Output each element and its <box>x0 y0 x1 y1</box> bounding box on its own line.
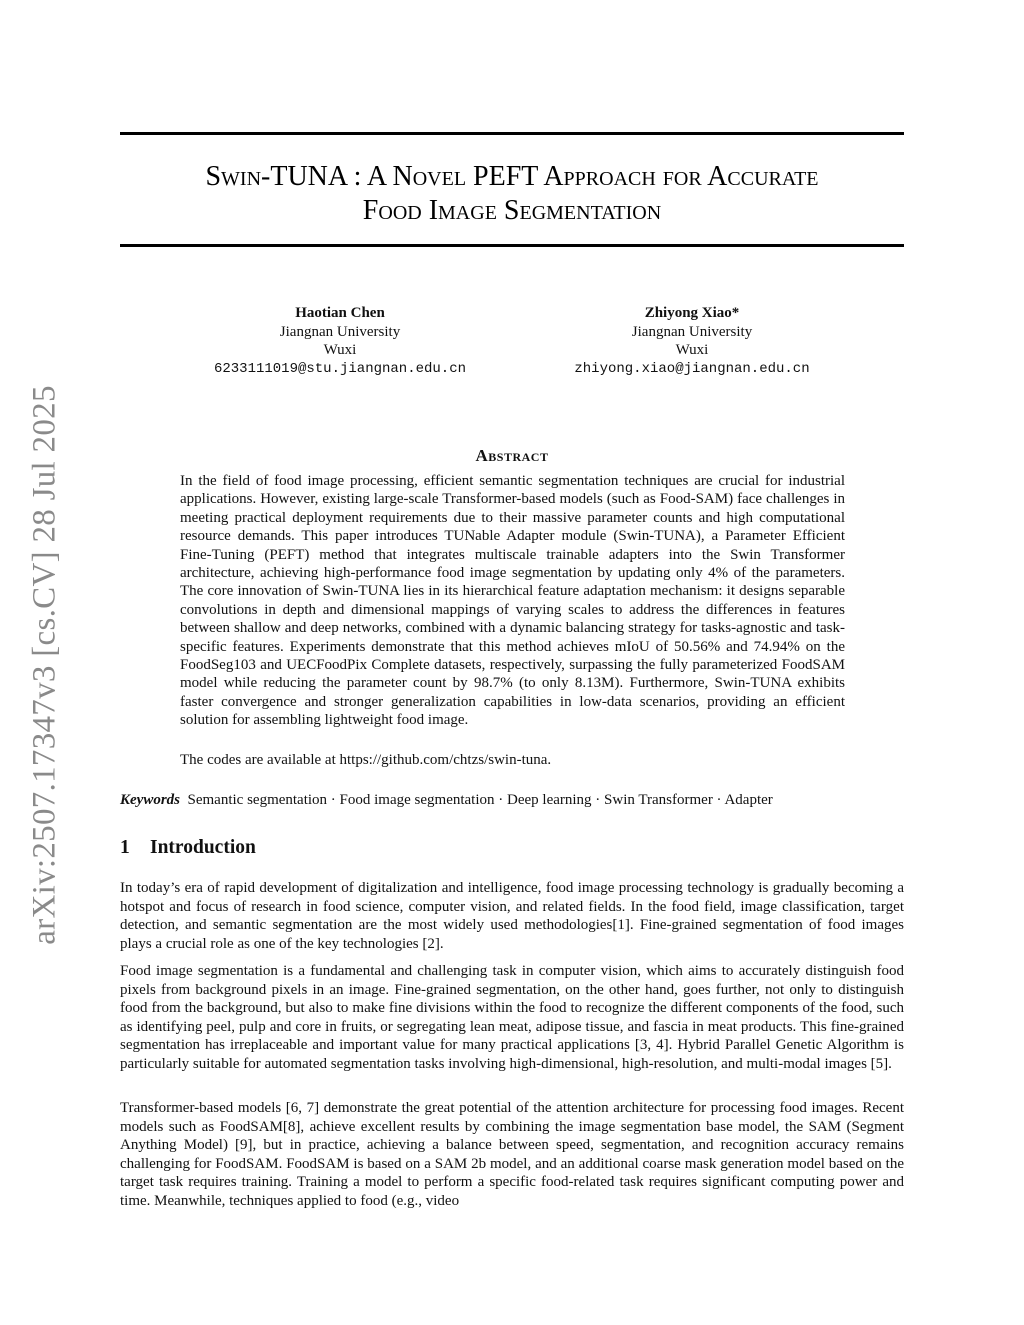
author-city: Wuxi <box>675 342 709 358</box>
title-bottom-rule <box>120 244 904 247</box>
abstract-text: In the field of food image processing, efficient semantic segmentation techniques are crucial for industrial applications. However, existing large-scale Transformer-based models (such as Food-SAM) face challenges in meeting practical deployment requirements due to their massive parameter counts and high computational resource demands. This paper introduces TUNable Adapter module (Swin-TUNA), a Parameter Efficient Fine-Tuning (PEFT) method that integrates multiscale trainable adapters into the Swin Transformer architecture, achieving high-performance food image segmentation by updating only 4% of the parameters. The core innovation of Swin-TUNA lies in its hierarchical feature adaptation mechanism: it designs separable convolutions in depth and dimensional mappings of varying scales to address the differences in features between shallow and deep networks, combined with a dynamic balancing strategy for tasks-agnostic and task-specific features. Experiments demonstrate that this method achieves mIoU of 50.56% and 74.94% on the FoodSeg103 and UECFoodPix Complete datasets, respectively, surpassing the fully parameterized FoodSAM model while reducing the parameter count by 98.7% (to only 8.13M). Furthermore, Swin-TUNA exhibits faster convergence and stronger generalization capabilities in low-data scenarios, providing an efficient solution for assembling lightweight food image. <box>180 473 845 729</box>
keywords-text: Semantic segmentation · Food image segmentation · Deep learning · Swin Transformer · Adapter <box>187 792 773 808</box>
author-block-1 <box>160 304 520 378</box>
body-paragraph: Food image segmentation is a fundamental and challenging task in computer vision, which aims to accurately distinguish food pixels from background pixels in an image. Fine-grained segmentation, on the other hand, goes further, not only to distinguish food from the background, but also to make fine divisions within the food to recognize the different components of the food, such as identifying peel, pulp and core in fruits, or segregating lean meat, adipose tissue, and fascia in meat products. This fine-grained segmentation has irreplaceable and important value for many practical applications [3, 4]. Hybrid Parallel Genetic Algorithm is particularly suitable for automated segmentation tasks involving high-dimensional, high-resolution, and multi-modal images [5]. <box>120 963 904 1072</box>
title-line-2: Food Image Segmentation <box>362 195 662 226</box>
author-affiliation: Jiangnan University <box>279 323 401 340</box>
body-paragraph: In today’s era of rapid development of digitalization and intelligence, food image processing technology is gradually becoming a hotspot and focus of research in food science, computer vision, and related fields. In the food field, image classification, target detection, and semantic segmentation are the most widely used methodologies[1]. Fine-grained segmentation of food images plays a crucial role as one of the key technologies [2]. <box>120 880 904 952</box>
author-city: Wuxi <box>323 342 357 358</box>
title-line-1: Swin-TUNA : A Novel PEFT Approach for Accurate <box>205 161 819 192</box>
section-title: Introduction <box>150 837 256 858</box>
author-affiliation: Jiangnan University <box>631 323 753 340</box>
arxiv-identifier: arXiv:2507.17347v3 [cs.CV] 28 Jul 2025 <box>26 385 63 945</box>
keywords-label: Keywords <box>120 792 180 808</box>
author-email: zhiyong.xiao@jiangnan.edu.cn <box>574 360 810 377</box>
body-paragraph: Transformer-based models [6, 7] demonstrate the great potential of the attention architecture for processing food images. Recent models such as FoodSAM[8], achieve excellent results by combining the image segmentation base model, the SAM (Segment Anything Model) [9], but in practice, achieving a balance between speed, segmentation, and recognition accuracy remains challenging for FoodSAM. FoodSAM is based on a SAM 2b model, and an additional coarse mask generation model based on the target task requires training. Training a model to perform a specific food-related task requires significant computing power and time. Meanwhile, techniques applied to food (e.g., video <box>120 1100 904 1209</box>
author-name: Zhiyong Xiao* <box>644 305 740 321</box>
author-email: 6233111019@stu.jiangnan.edu.cn <box>213 360 467 377</box>
section-number: 1 <box>120 837 130 858</box>
paper-title <box>120 160 904 228</box>
abstract-heading: Abstract <box>475 446 549 465</box>
abstract-code-link: The codes are available at https://github.com/chtzs/swin-tuna. <box>180 752 552 768</box>
keywords-line <box>120 791 904 809</box>
author-name: Haotian Chen <box>295 305 385 321</box>
section-heading <box>120 837 256 859</box>
author-block-2 <box>512 304 872 378</box>
title-top-rule <box>120 132 904 135</box>
